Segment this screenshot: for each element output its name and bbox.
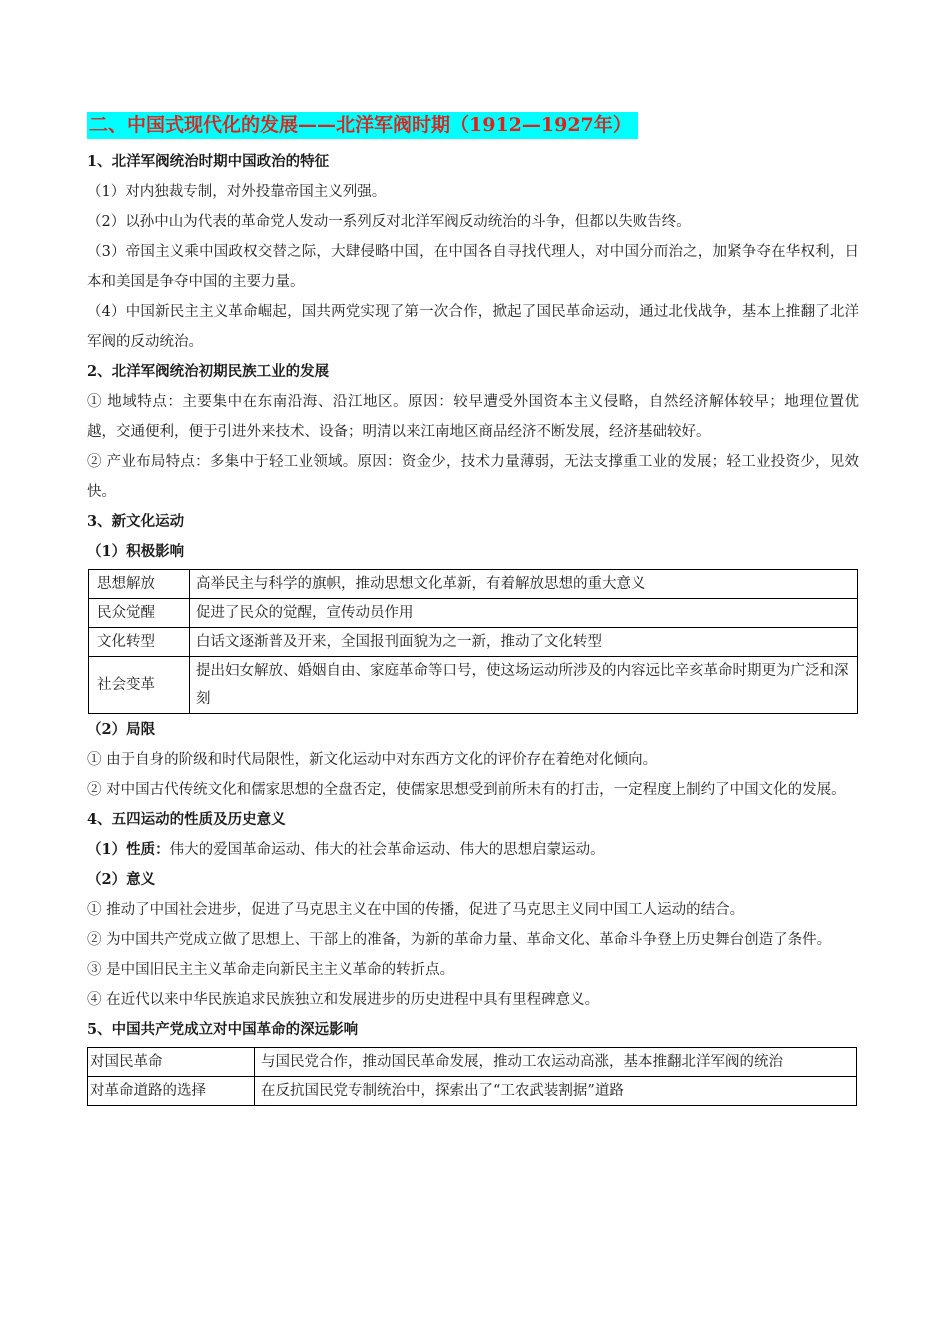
table-cell-key: 对国民革命 xyxy=(88,1048,255,1077)
table-cell-value: 促进了民众的觉醒，宣传动员作用 xyxy=(190,599,858,628)
paragraph: （2）以孙中山为代表的革命党人发动一系列反对北洋军阀反动统治的斗争，但都以失败告终。 xyxy=(87,214,691,230)
paragraph: ② 为中国共产党成立做了思想上、干部上的准备，为新的革命力量、革命文化、革命斗争登上历史舞台创造了条件。 xyxy=(87,932,832,948)
table-row xyxy=(89,599,858,628)
impact-table xyxy=(87,1047,857,1106)
paragraph: （3）帝国主义乘中国政权交替之际，大肆侵略中国，在中国各自寻找代理人，对中国分而治之，加紧争夺在华权利，日本和美国是争夺中国的主要力量。 xyxy=(87,244,859,290)
subheading: （2）意义 xyxy=(87,871,156,888)
nature-text: 伟大的爱国革命运动、伟大的社会革命运动、伟大的思想启蒙运动。 xyxy=(169,842,605,858)
section-heading: 5、中国共产党成立对中国革命的深远影响 xyxy=(87,1021,359,1038)
table-cell-value: 提出妇女解放、婚姻自由、家庭革命等口号，使这场运动所涉及的内容远比辛亥革命时期更为广泛和深刻 xyxy=(190,657,858,714)
table-cell-value: 高举民主与科学的旗帜，推动思想文化革新，有着解放思想的重大意义 xyxy=(190,570,858,599)
section-heading: 3、新文化运动 xyxy=(87,513,185,530)
table-row xyxy=(88,1077,857,1106)
paragraph: ① 推动了中国社会进步，促进了马克思主义在中国的传播，促进了马克思主义同中国工人运动的结合。 xyxy=(87,902,745,918)
paragraph: ③ 是中国旧民主主义革命走向新民主主义革命的转折点。 xyxy=(87,962,455,978)
page-title: 二、中国式现代化的发展——北洋军阀时期（1912—1927年） xyxy=(87,112,638,139)
paragraph: ① 由于自身的阶级和时代局限性，新文化运动中对东西方文化的评价存在着绝对化倾向。 xyxy=(87,752,658,768)
paragraph: （1）对内独裁专制，对外投靠帝国主义列强。 xyxy=(87,184,387,200)
table-cell-value: 在反抗国民党专制统治中，探索出了“工农武装割据”道路 xyxy=(255,1077,857,1106)
table-cell-key: 社会变革 xyxy=(89,657,190,714)
section-heading: 4、五四运动的性质及历史意义 xyxy=(87,811,286,828)
section-heading: 2、北洋军阀统治初期民族工业的发展 xyxy=(87,363,330,380)
nature-label: （1）性质： xyxy=(87,841,170,858)
table-row xyxy=(89,657,858,714)
paragraph: ① 地域特点：主要集中在东南沿海、沿江地区。原因：较早遭受外国资本主义侵略，自然经济解体较早；地理位置优越，交通便利，便于引进外来技术、设备；明清以来江南地区商品经济不断发展，经济基础较好。 xyxy=(87,394,859,440)
section-heading: 1、北洋军阀统治时期中国政治的特征 xyxy=(87,153,330,170)
influence-table xyxy=(88,569,858,714)
document-page xyxy=(87,112,859,1106)
table-cell-value: 白话文逐渐普及开来，全国报刊面貌为之一新，推动了文化转型 xyxy=(190,628,858,657)
table-row xyxy=(89,628,858,657)
paragraph: （4）中国新民主主义革命崛起，国共两党实现了第一次合作，掀起了国民革命运动，通过北伐战争，基本上推翻了北洋军阀的反动统治。 xyxy=(87,304,859,350)
table-cell-key: 民众觉醒 xyxy=(89,599,190,628)
paragraph: ② 产业布局特点：多集中于轻工业领域。原因：资金少，技术力量薄弱，无法支撑重工业的发展；轻工业投资少，见效快。 xyxy=(87,454,859,500)
table-row xyxy=(88,1048,857,1077)
table-cell-key: 对革命道路的选择 xyxy=(88,1077,255,1106)
table-cell-key: 思想解放 xyxy=(89,570,190,599)
table-cell-key: 文化转型 xyxy=(89,628,190,657)
subheading xyxy=(87,835,859,865)
paragraph: ② 对中国古代传统文化和儒家思想的全盘否定，使儒家思想受到前所未有的打击，一定程度上制约了中国文化的发展。 xyxy=(87,782,846,798)
subheading: （1）积极影响 xyxy=(87,543,185,560)
subheading: （2）局限 xyxy=(87,721,156,738)
table-cell-value: 与国民党合作，推动国民革命发展，推动工农运动高涨，基本推翻北洋军阀的统治 xyxy=(255,1048,857,1077)
paragraph: ④ 在近代以来中华民族追求民族独立和发展进步的历史进程中具有里程碑意义。 xyxy=(87,992,600,1008)
table-row xyxy=(89,570,858,599)
